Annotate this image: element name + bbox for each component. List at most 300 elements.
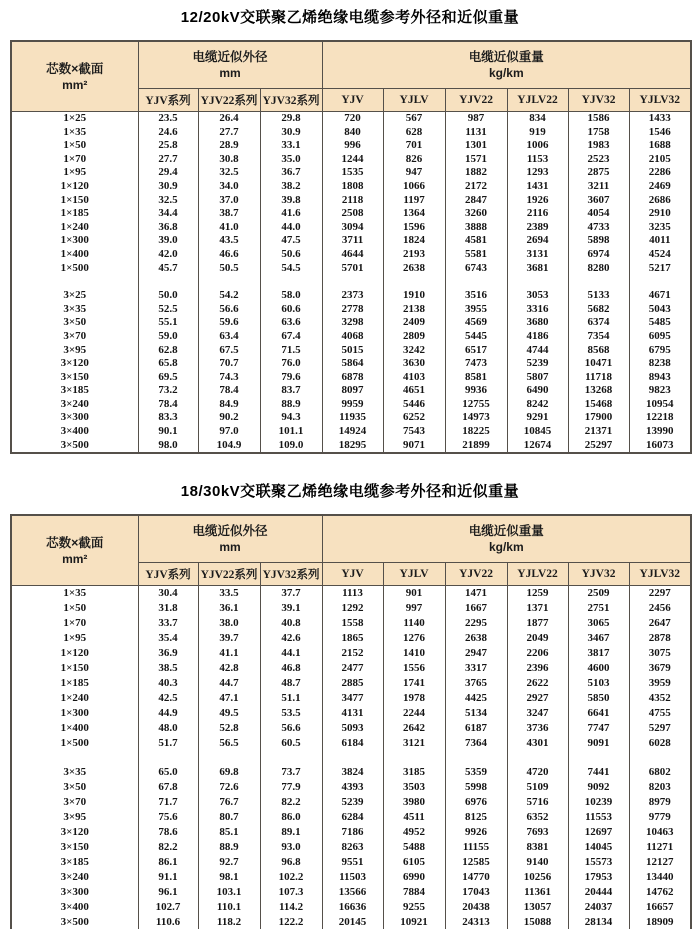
value-cell: 1153 [507, 153, 568, 167]
value-cell: 96.8 [260, 855, 322, 870]
value-cell: 11271 [629, 840, 691, 855]
value-cell: 7747 [568, 721, 629, 736]
value-cell: 1066 [383, 180, 445, 194]
table-row [11, 194, 691, 208]
value-cell: 1433 [629, 112, 691, 126]
value-cell: 18909 [629, 915, 691, 929]
value-cell: 3736 [507, 721, 568, 736]
value-cell: 63.4 [198, 330, 260, 344]
value-cell: 8203 [629, 780, 691, 795]
table-row [11, 691, 691, 706]
value-cell: 14973 [445, 411, 507, 425]
value-cell: 2847 [445, 194, 507, 208]
value-cell: 101.1 [260, 425, 322, 439]
value-cell: 2477 [322, 661, 383, 676]
value-cell: 31.8 [138, 601, 198, 616]
value-cell: 10256 [507, 870, 568, 885]
value-cell: 59.0 [138, 330, 198, 344]
value-cell: 1113 [322, 586, 383, 602]
value-cell: 3477 [322, 691, 383, 706]
value-cell: 93.0 [260, 840, 322, 855]
table-row [11, 248, 691, 262]
value-cell: 9926 [445, 825, 507, 840]
value-cell: 15468 [568, 398, 629, 412]
value-cell: 44.1 [260, 646, 322, 661]
table-row [11, 207, 691, 221]
value-cell: 9091 [568, 736, 629, 751]
value-cell: 74.3 [198, 371, 260, 385]
value-cell: 2172 [445, 180, 507, 194]
value-cell: 4393 [322, 780, 383, 795]
value-cell: 3503 [383, 780, 445, 795]
cores-section-label: 芯数×截面 [46, 535, 104, 550]
value-cell: 65.0 [138, 765, 198, 780]
table-row [11, 221, 691, 235]
row-label: 3×300 [11, 885, 138, 900]
value-cell: 2049 [507, 631, 568, 646]
value-cell: 122.2 [260, 915, 322, 929]
value-cell: 8943 [629, 371, 691, 385]
value-cell: 39.1 [260, 601, 322, 616]
value-cell: 86.0 [260, 810, 322, 825]
value-cell: 5485 [629, 316, 691, 330]
value-cell: 8979 [629, 795, 691, 810]
series-col-header-yjv32: YJV32系列 [260, 563, 322, 586]
row-label: 1×95 [11, 166, 138, 180]
table-row [11, 646, 691, 661]
value-cell: 7364 [445, 736, 507, 751]
value-cell: 80.7 [198, 810, 260, 825]
spacer-cell [138, 751, 198, 765]
value-cell: 45.7 [138, 262, 198, 276]
value-cell: 11155 [445, 840, 507, 855]
row-label: 1×300 [11, 706, 138, 721]
value-cell: 5445 [445, 330, 507, 344]
row-label: 3×400 [11, 425, 138, 439]
table-row [11, 780, 691, 795]
cores-section-unit: mm² [62, 77, 88, 92]
value-cell: 1197 [383, 194, 445, 208]
row-label: 1×50 [11, 139, 138, 153]
table-row [11, 900, 691, 915]
cores-section-label: 芯数×截面 [46, 61, 104, 76]
value-cell: 5446 [383, 398, 445, 412]
value-cell: 1688 [629, 139, 691, 153]
value-cell: 38.7 [198, 207, 260, 221]
value-cell: 46.6 [198, 248, 260, 262]
value-cell: 9140 [507, 855, 568, 870]
value-cell: 38.0 [198, 616, 260, 631]
value-cell: 11553 [568, 810, 629, 825]
value-cell: 1882 [445, 166, 507, 180]
value-cell: 39.7 [198, 631, 260, 646]
weight-unit: kg/km [488, 540, 524, 555]
series-col-header-yjv22: YJV22系列 [198, 563, 260, 586]
value-cell: 1910 [383, 289, 445, 303]
value-cell: 42.6 [260, 631, 322, 646]
value-cell: 5015 [322, 344, 383, 358]
row-label: 1×50 [11, 601, 138, 616]
value-cell: 37.0 [198, 194, 260, 208]
spacer-cell [507, 275, 568, 289]
row-label: 1×300 [11, 234, 138, 248]
value-cell: 103.1 [198, 885, 260, 900]
value-cell: 2686 [629, 194, 691, 208]
value-cell: 1667 [445, 601, 507, 616]
value-cell: 2642 [383, 721, 445, 736]
outer-diameter-unit: mm [219, 66, 241, 80]
row-label: 1×400 [11, 248, 138, 262]
weight-label: 电缆近似重量 [468, 524, 544, 539]
value-cell: 91.1 [138, 870, 198, 885]
value-cell: 36.8 [138, 221, 198, 235]
cores-section-unit: mm² [62, 551, 88, 566]
value-cell: 8581 [445, 371, 507, 385]
value-cell: 5217 [629, 262, 691, 276]
value-cell: 1301 [445, 139, 507, 153]
value-cell: 8280 [568, 262, 629, 276]
row-label: 3×300 [11, 411, 138, 425]
value-cell: 4600 [568, 661, 629, 676]
value-cell: 42.8 [198, 661, 260, 676]
value-cell: 2244 [383, 706, 445, 721]
value-cell: 6517 [445, 344, 507, 358]
value-cell: 62.8 [138, 344, 198, 358]
value-cell: 35.0 [260, 153, 322, 167]
value-cell: 86.1 [138, 855, 198, 870]
value-cell: 90.2 [198, 411, 260, 425]
table-row [11, 425, 691, 439]
value-cell: 1978 [383, 691, 445, 706]
row-label: 3×70 [11, 795, 138, 810]
value-cell: 18225 [445, 425, 507, 439]
value-cell: 56.6 [260, 721, 322, 736]
value-cell: 2523 [568, 153, 629, 167]
spacer-cell [322, 751, 383, 765]
value-cell: 26.4 [198, 112, 260, 126]
value-cell: 10463 [629, 825, 691, 840]
spacer-cell [198, 751, 260, 765]
table-title-18-30kv: 18/30kV交联聚乙烯绝缘电缆参考外径和近似重量 [180, 483, 520, 501]
value-cell: 2927 [507, 691, 568, 706]
value-cell: 9779 [629, 810, 691, 825]
value-cell: 30.9 [260, 126, 322, 140]
value-cell: 67.8 [138, 780, 198, 795]
value-cell: 30.4 [138, 586, 198, 602]
row-label: 3×150 [11, 371, 138, 385]
value-cell: 996 [322, 139, 383, 153]
value-cell: 7884 [383, 885, 445, 900]
value-cell: 39.8 [260, 194, 322, 208]
value-cell: 5103 [568, 676, 629, 691]
value-cell: 9823 [629, 384, 691, 398]
value-cell: 92.7 [198, 855, 260, 870]
value-cell: 1292 [322, 601, 383, 616]
value-cell: 41.6 [260, 207, 322, 221]
row-label: 1×400 [11, 721, 138, 736]
value-cell: 20145 [322, 915, 383, 929]
row-label: 1×500 [11, 736, 138, 751]
value-cell: 9936 [445, 384, 507, 398]
value-cell: 2694 [507, 234, 568, 248]
value-cell: 901 [383, 586, 445, 602]
cable-table-12-20kv [10, 40, 692, 454]
value-cell: 33.7 [138, 616, 198, 631]
value-cell: 9071 [383, 439, 445, 454]
series-col-header-yjlv: YJLV [383, 89, 445, 112]
value-cell: 110.1 [198, 900, 260, 915]
value-cell: 60.5 [260, 736, 322, 751]
value-cell: 3680 [507, 316, 568, 330]
value-cell: 7543 [383, 425, 445, 439]
value-cell: 33.1 [260, 139, 322, 153]
group-spacer-row [11, 275, 691, 289]
value-cell: 71.5 [260, 344, 322, 358]
row-label: 3×120 [11, 825, 138, 840]
row-label: 3×185 [11, 855, 138, 870]
value-cell: 3075 [629, 646, 691, 661]
spacer-cell [568, 275, 629, 289]
value-cell: 3316 [507, 303, 568, 317]
row-label: 3×400 [11, 900, 138, 915]
table-row [11, 316, 691, 330]
value-cell: 12127 [629, 855, 691, 870]
group-header-weight [322, 41, 691, 89]
value-cell: 76.0 [260, 357, 322, 371]
value-cell: 21899 [445, 439, 507, 454]
value-cell: 3053 [507, 289, 568, 303]
value-cell: 4131 [322, 706, 383, 721]
table-row [11, 601, 691, 616]
value-cell: 8097 [322, 384, 383, 398]
row-label: 1×185 [11, 676, 138, 691]
value-cell: 2469 [629, 180, 691, 194]
value-cell: 6802 [629, 765, 691, 780]
value-cell: 6990 [383, 870, 445, 885]
spacer-cell [383, 751, 445, 765]
series-col-header-yjv32: YJV32系列 [260, 89, 322, 112]
value-cell: 94.3 [260, 411, 322, 425]
value-cell: 13440 [629, 870, 691, 885]
value-cell: 96.1 [138, 885, 198, 900]
value-cell: 1571 [445, 153, 507, 167]
value-cell: 2509 [568, 586, 629, 602]
group-header-outer-diameter [138, 41, 322, 89]
value-cell: 36.9 [138, 646, 198, 661]
row-label: 1×500 [11, 262, 138, 276]
value-cell: 2638 [445, 631, 507, 646]
value-cell: 38.5 [138, 661, 198, 676]
value-cell: 1808 [322, 180, 383, 194]
value-cell: 6974 [568, 248, 629, 262]
series-col-header-yjlv22: YJLV22 [507, 89, 568, 112]
value-cell: 9551 [322, 855, 383, 870]
value-cell: 3121 [383, 736, 445, 751]
value-cell: 55.1 [138, 316, 198, 330]
value-cell: 3317 [445, 661, 507, 676]
row-label: 1×185 [11, 207, 138, 221]
value-cell: 4651 [383, 384, 445, 398]
row-label: 3×185 [11, 384, 138, 398]
row-label: 1×95 [11, 631, 138, 646]
value-cell: 4744 [507, 344, 568, 358]
value-cell: 98.0 [138, 439, 198, 454]
value-cell: 1259 [507, 586, 568, 602]
value-cell: 1276 [383, 631, 445, 646]
value-cell: 9959 [322, 398, 383, 412]
value-cell: 3211 [568, 180, 629, 194]
value-cell: 7693 [507, 825, 568, 840]
weight-label: 电缆近似重量 [468, 50, 544, 64]
value-cell: 1140 [383, 616, 445, 631]
row-label: 1×25 [11, 112, 138, 126]
value-cell: 109.0 [260, 439, 322, 454]
value-cell: 6028 [629, 736, 691, 751]
value-cell: 4511 [383, 810, 445, 825]
value-cell: 11361 [507, 885, 568, 900]
value-cell: 107.3 [260, 885, 322, 900]
group-header-weight [322, 515, 691, 563]
value-cell: 567 [383, 112, 445, 126]
value-cell: 25297 [568, 439, 629, 454]
value-cell: 2116 [507, 207, 568, 221]
value-cell: 5701 [322, 262, 383, 276]
value-cell: 3242 [383, 344, 445, 358]
value-cell: 48.7 [260, 676, 322, 691]
table-row [11, 344, 691, 358]
value-cell: 2878 [629, 631, 691, 646]
value-cell: 2947 [445, 646, 507, 661]
value-cell: 35.4 [138, 631, 198, 646]
value-cell: 4186 [507, 330, 568, 344]
spacer-cell [11, 275, 138, 289]
table-row [11, 586, 691, 602]
value-cell: 2105 [629, 153, 691, 167]
value-cell: 49.5 [198, 706, 260, 721]
value-cell: 54.5 [260, 262, 322, 276]
value-cell: 3955 [445, 303, 507, 317]
series-col-header-yjlv32: YJLV32 [629, 563, 691, 586]
row-label: 3×500 [11, 439, 138, 454]
table-row [11, 139, 691, 153]
value-cell: 27.7 [138, 153, 198, 167]
value-cell: 53.5 [260, 706, 322, 721]
value-cell: 4952 [383, 825, 445, 840]
table-row [11, 795, 691, 810]
value-cell: 40.3 [138, 676, 198, 691]
value-cell: 56.6 [198, 303, 260, 317]
table-row [11, 721, 691, 736]
value-cell: 65.8 [138, 357, 198, 371]
row-label: 1×70 [11, 616, 138, 631]
value-cell: 16073 [629, 439, 691, 454]
value-cell: 1244 [322, 153, 383, 167]
spacer-cell [383, 275, 445, 289]
series-col-header-yjv: YJV系列 [138, 563, 198, 586]
spacer-cell [260, 751, 322, 765]
value-cell: 30.8 [198, 153, 260, 167]
value-cell: 997 [383, 601, 445, 616]
value-cell: 29.4 [138, 166, 198, 180]
value-cell: 83.7 [260, 384, 322, 398]
table-row [11, 855, 691, 870]
value-cell: 5239 [507, 357, 568, 371]
value-cell: 6374 [568, 316, 629, 330]
value-cell: 89.1 [260, 825, 322, 840]
value-cell: 69.8 [198, 765, 260, 780]
value-cell: 78.4 [138, 398, 198, 412]
value-cell: 840 [322, 126, 383, 140]
value-cell: 6105 [383, 855, 445, 870]
value-cell: 82.2 [260, 795, 322, 810]
table-row [11, 736, 691, 751]
value-cell: 73.7 [260, 765, 322, 780]
spacer-cell [445, 275, 507, 289]
value-cell: 1293 [507, 166, 568, 180]
value-cell: 20444 [568, 885, 629, 900]
value-cell: 5898 [568, 234, 629, 248]
row-label: 1×70 [11, 153, 138, 167]
value-cell: 1006 [507, 139, 568, 153]
value-cell: 3679 [629, 661, 691, 676]
value-cell: 987 [445, 112, 507, 126]
spacer-cell [568, 751, 629, 765]
spacer-cell [198, 275, 260, 289]
value-cell: 947 [383, 166, 445, 180]
value-cell: 15573 [568, 855, 629, 870]
value-cell: 78.4 [198, 384, 260, 398]
table-row [11, 706, 691, 721]
value-cell: 2647 [629, 616, 691, 631]
table-row [11, 330, 691, 344]
value-cell: 7473 [445, 357, 507, 371]
series-col-header-yjv22: YJV22系列 [198, 89, 260, 112]
value-cell: 3131 [507, 248, 568, 262]
value-cell: 78.6 [138, 825, 198, 840]
value-cell: 3980 [383, 795, 445, 810]
value-cell: 1926 [507, 194, 568, 208]
table-row [11, 439, 691, 454]
value-cell: 76.7 [198, 795, 260, 810]
value-cell: 4068 [322, 330, 383, 344]
value-cell: 4425 [445, 691, 507, 706]
value-cell: 8568 [568, 344, 629, 358]
col-header-cores-section [11, 515, 138, 586]
value-cell: 52.5 [138, 303, 198, 317]
value-cell: 24.6 [138, 126, 198, 140]
value-cell: 40.8 [260, 616, 322, 631]
value-cell: 56.5 [198, 736, 260, 751]
value-cell: 1824 [383, 234, 445, 248]
row-label: 1×120 [11, 180, 138, 194]
weight-unit: kg/km [488, 66, 524, 80]
outer-diameter-unit: mm [219, 540, 241, 555]
value-cell: 102.7 [138, 900, 198, 915]
value-cell: 2206 [507, 646, 568, 661]
value-cell: 6490 [507, 384, 568, 398]
value-cell: 110.6 [138, 915, 198, 929]
value-cell: 4733 [568, 221, 629, 235]
value-cell: 4352 [629, 691, 691, 706]
value-cell: 5093 [322, 721, 383, 736]
value-cell: 37.7 [260, 586, 322, 602]
table-row [11, 631, 691, 646]
value-cell: 50.0 [138, 289, 198, 303]
value-cell: 6184 [322, 736, 383, 751]
value-cell: 3516 [445, 289, 507, 303]
value-cell: 54.2 [198, 289, 260, 303]
value-cell: 2295 [445, 616, 507, 631]
